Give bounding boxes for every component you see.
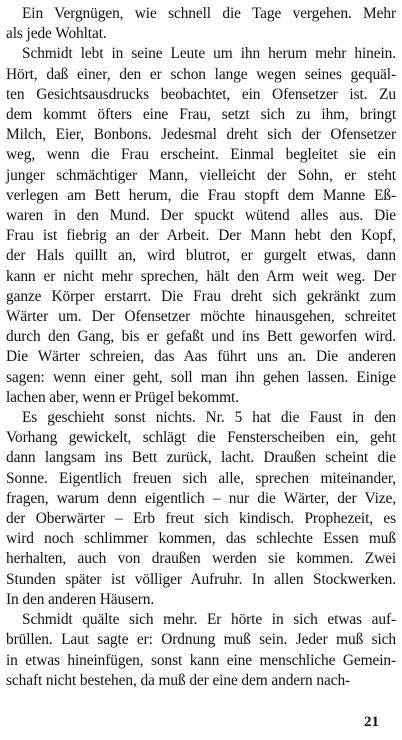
text-line: Es geschieht sonst nichts. Nr. 5 hat die Faust in den — [22, 409, 396, 427]
text-line: Hört, daß einer, den er schon lange wegen seines gequäl- — [6, 65, 396, 83]
text-line: dann langsam ins Bett zurück, lacht. Draußen scheint die — [6, 449, 396, 467]
text-line: schaft nicht bestehen, da muß der eine dem andern nach- — [6, 671, 351, 689]
text-line: durch den Gang, bis er gefaßt und ins Bett geworfen wird. — [6, 328, 396, 346]
text-line: Wärter um. Der Ofensetzer möchte hinausgehen, schreitet — [6, 308, 396, 326]
text-line: der Oberwärter – Erb freut sich kindisch. Prophezeit, es — [6, 510, 396, 528]
text-line: herhalten, auch von draußen werden sie kommen. Zwei — [6, 550, 396, 568]
body-text — [6, 4, 396, 691]
text-line: Stunden später ist völliger Aufruhr. In allen Stockwerken. — [6, 570, 396, 588]
text-line: brüllen. Laut sagte er: Ordnung muß sein. Jeder muß sich — [6, 631, 396, 649]
text-line: Schmidt quälte sich mehr. Er hörte in sich etwas auf- — [22, 611, 396, 629]
text-line: In den anderen Häusern. — [6, 590, 155, 608]
text-line: kann er nicht mehr sprechen, hält den Arm weit weg. Der — [6, 267, 396, 285]
page-number: 21 — [364, 714, 379, 730]
text-line: weg, wenn die Frau erscheint. Einmal begleitet sie ein — [6, 146, 396, 164]
text-line: Die Wärter schreien, das Aas führt uns an. Die anderen — [6, 348, 396, 366]
text-line: junger schmächtiger Mann, vielleicht der Sohn, er steht — [6, 166, 396, 184]
text-line: Milch, Eier, Bonbons. Jedesmal dreht sich der Ofensetzer — [6, 126, 396, 144]
text-line: sagen: wenn einer geht, soll man ihn gehen lassen. Einige — [6, 368, 396, 386]
text-line: der Hals quillt an, wird blutrot, er gurgelt etwas, dann — [6, 247, 396, 265]
text-line: als jede Wohltat. — [6, 25, 107, 43]
text-line: ganze Körper erstarrt. Die Frau dreht sich gekränkt zum — [6, 287, 396, 305]
text-line: Schmidt lebt in seine Leute um ihn herum mehr hinein. — [22, 45, 396, 63]
paragraph — [6, 4, 396, 44]
text-line: Frau ist fiebrig an der Arbeit. Der Mann hebt den Kopf, — [6, 227, 396, 245]
paragraph — [6, 44, 396, 408]
text-line: in etwas hineinfügen, sonst kann eine menschliche Gemein- — [6, 651, 396, 669]
text-line: verlegen am Bett herum, die Frau stopft dem Manne Eß- — [6, 186, 396, 204]
text-line: Vorhang gewickelt, schlägt die Fensterscheiben ein, geht — [6, 429, 396, 447]
text-line: Sonne. Eigentlich freuen sich alle, sprechen miteinander, — [6, 469, 396, 487]
text-line: waren in den Mund. Der spuckt wütend alles aus. Die — [6, 207, 396, 225]
paragraph — [6, 408, 396, 610]
text-line: ten Gesichtsausdrucks beobachtet, ein Ofensetzer ist. Zu — [6, 85, 396, 103]
text-line: Ein Vergnügen, wie schnell die Tage vergehen. Mehr — [22, 5, 396, 22]
paragraph — [6, 610, 396, 691]
text-line: dem kommt öfters eine Frau, setzt sich zu ihm, bringt — [6, 106, 396, 124]
text-line: fragen, warum denn eigentlich – nur die Wärter, der Vize, — [6, 489, 396, 507]
text-line: lachen aber, wenn er Prügel bekommt. — [6, 388, 239, 406]
text-line: wird noch schlimmer kommen, das schlechte Essen muß — [6, 530, 396, 548]
